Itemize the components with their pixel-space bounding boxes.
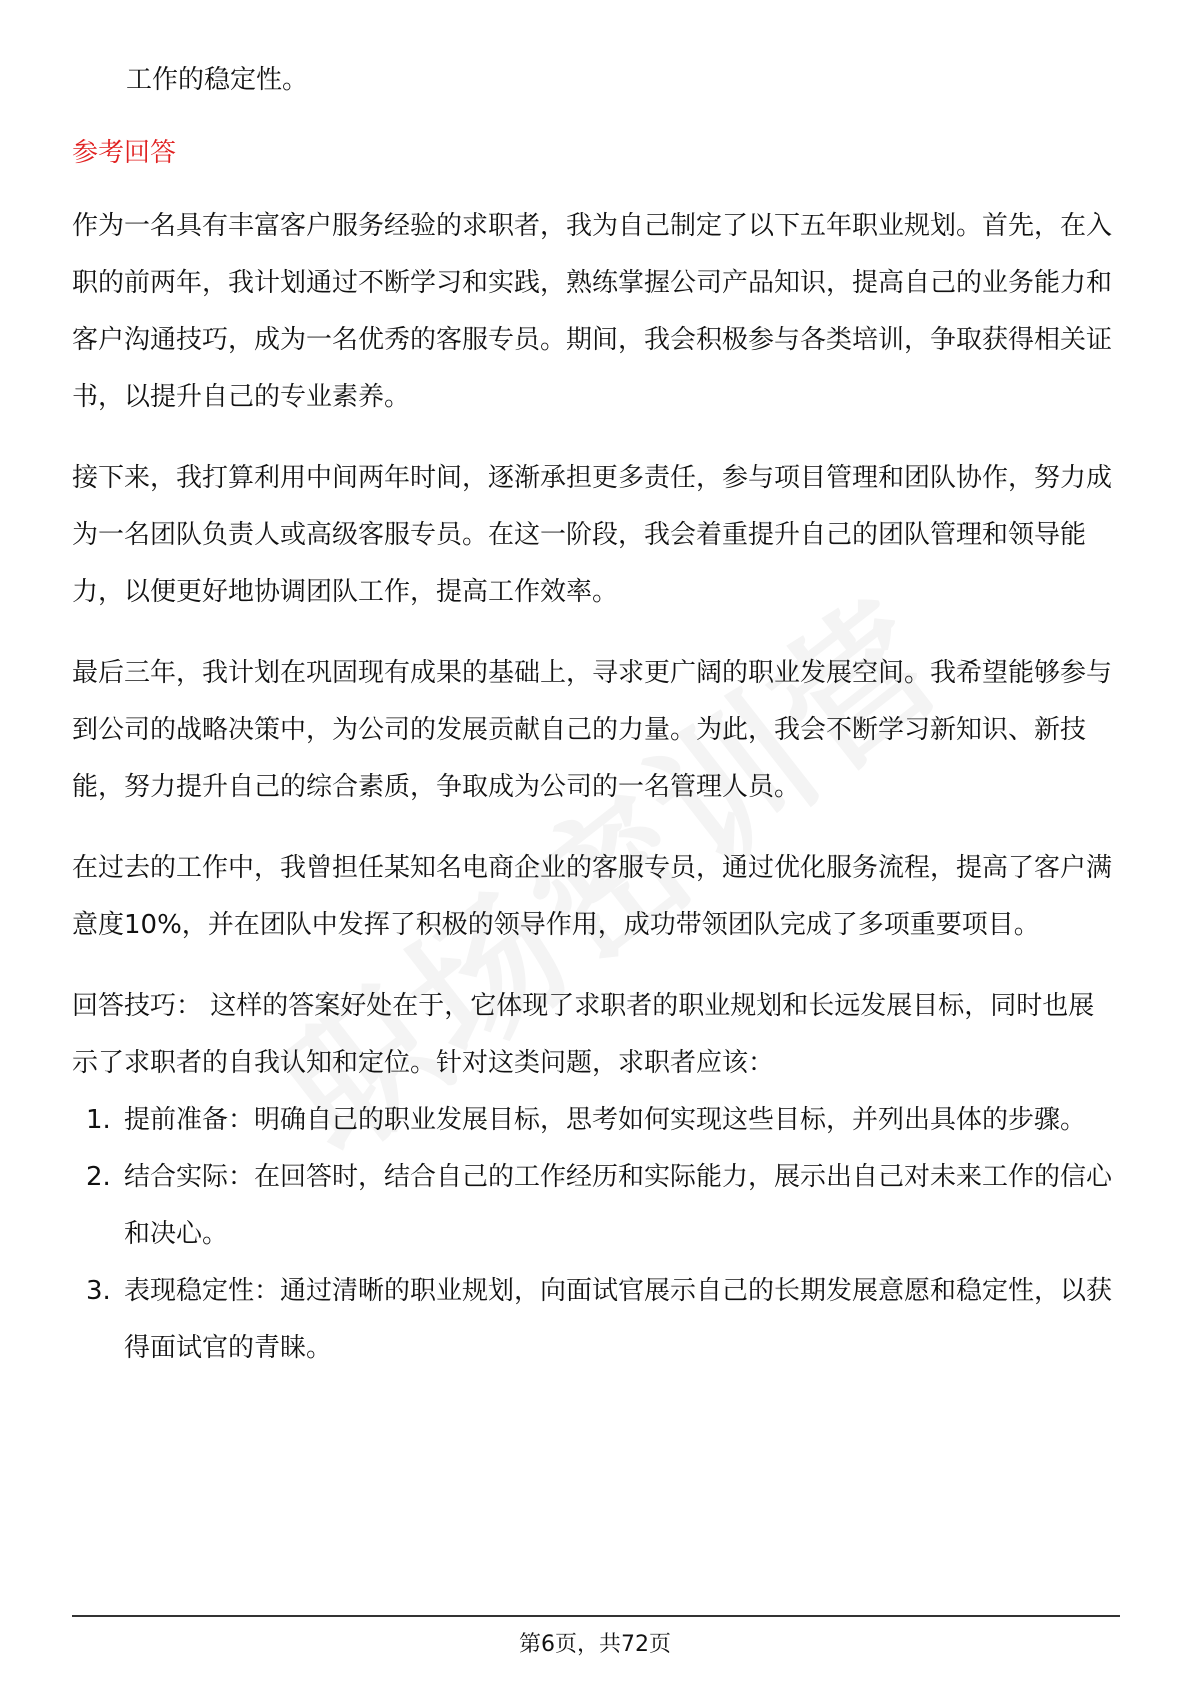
list-item-number: 2. xyxy=(86,1162,111,1192)
paragraph-4: 在过去的工作中，我曾担任某知名电商企业的客服专员，通过优化服务流程，提高了客户满意度10%，并在团队中发挥了积极的领导作用，成功带领团队完成了多项重要项目。 xyxy=(72,853,1113,940)
list-item-number: 3. xyxy=(86,1276,111,1306)
paragraph-1: 作为一名具有丰富客户服务经验的求职者，我为自己制定了以下五年职业规划。首先，在入职的前两年，我计划通过不断学习和实践，熟练掌握公司产品知识，提高自己的业务能力和客户沟通技巧，成为一名优秀的客服专员。期间，我会积极参与各类培训，争取获得相关证书，以提升自己的专业素养。 xyxy=(72,211,1113,412)
list-item-text: 提前准备：明确自己的职业发展目标，思考如何实现这些目标，并列出具体的步骤。 xyxy=(124,1105,1087,1135)
intro-fragment: 工作的稳定性。 xyxy=(126,65,309,95)
paragraph-3: 最后三年，我计划在巩固现有成果的基础上，寻求更广阔的职业发展空间。我希望能够参与到公司的战略决策中，为公司的发展贡献自己的力量。为此，我会不断学习新知识、新技能，努力提升自己的综合素质，争取成为公司的一名管理人员。 xyxy=(72,658,1113,802)
page-content xyxy=(72,52,1120,1377)
page-number: 第6页，共72页 xyxy=(519,1632,671,1657)
list-item xyxy=(72,1092,1120,1149)
paragraph-2: 接下来，我打算利用中间两年时间，逐渐承担更多责任，参与项目管理和团队协作，努力成为一名团队负责人或高级客服专员。在这一阶段，我会着重提升自己的团队管理和领导能力，以便更好地协调团队工作，提高工作效率。 xyxy=(72,463,1113,607)
tips-list xyxy=(72,1092,1120,1377)
list-item xyxy=(72,1263,1120,1377)
footer-divider xyxy=(72,1615,1120,1617)
list-item-number: 1. xyxy=(86,1105,111,1135)
list-item-text: 表现稳定性：通过清晰的职业规划，向面试官展示自己的长期发展意愿和稳定性，以获得面试官的青睐。 xyxy=(124,1276,1113,1363)
list-item-text: 结合实际：在回答时，结合自己的工作经历和实际能力，展示出自己对未来工作的信心和决心。 xyxy=(124,1162,1113,1249)
list-item xyxy=(72,1149,1120,1263)
paragraph-5: 回答技巧： 这样的答案好处在于，它体现了求职者的职业规划和长远发展目标，同时也展示了求职者的自我认知和定位。针对这类问题，求职者应该： xyxy=(72,991,1095,1078)
section-heading: 参考回答 xyxy=(72,138,177,168)
